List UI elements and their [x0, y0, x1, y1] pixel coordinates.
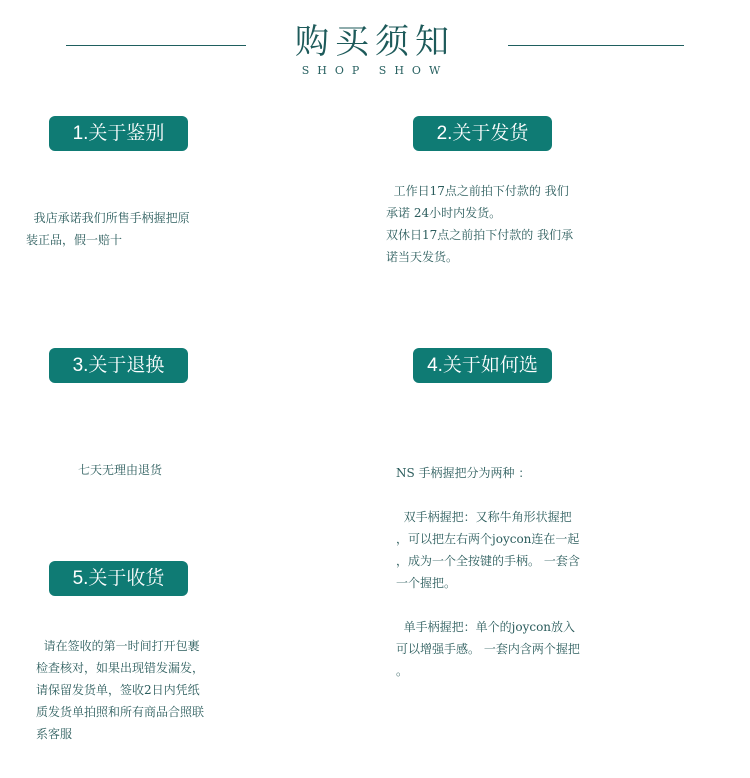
section-badge-returns: 3.关于退换	[49, 348, 188, 383]
page-title: 购买须知	[295, 22, 455, 62]
section-text-returns: 七天无理由退货	[78, 463, 163, 477]
section-text-shipping: 工作日17点之前拍下付款的 我们 承诺 24小时内发货。 双休日17点之前拍下付款的 我们承 诺当天发货。	[386, 184, 574, 264]
section-text-authentication: 我店承诺我们所售手柄握把原 装正品，假一赔十	[26, 211, 190, 247]
page-subtitle: SHOP SHOW	[301, 64, 449, 77]
section-badge-how-to-choose: 4.关于如何选	[413, 348, 552, 383]
section-badge-shipping: 2.关于发货	[413, 116, 552, 151]
section-badge-receiving: 5.关于收货	[49, 561, 188, 596]
section-text-how-to-choose: NS 手柄握把分为两种 ： 双手柄握把：又称牛角形状握把 ，可以把左右两个joycon连在一起 ，成为一个全按键的手柄。 一套含 一个握把。 单手柄握把：单个的joycon放入 可以增强手感。 一套内含两个握把 。	[396, 466, 580, 678]
section-text-receiving: 请在签收的第一时间打开包裹 检查核对，如果出现错发漏发， 请保留发货单，签收2日内凭纸 质发货单拍照和所有商品合照联 系客服	[36, 639, 205, 741]
section-badge-authentication: 1.关于鉴别	[49, 116, 188, 151]
